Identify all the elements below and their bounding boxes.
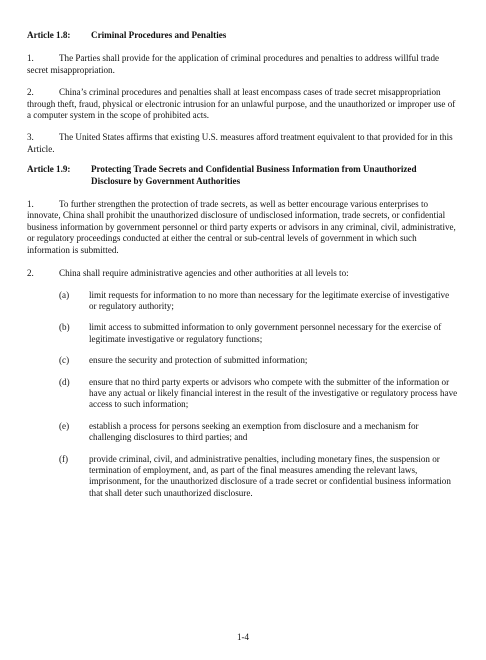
article-1-9-paragraph-1 xyxy=(27,199,458,256)
paragraph-text: China’s criminal procedures and penalties shall at least encompass cases of trade secret misappropriation through theft, fraud, physical or electronic intrusion for an unlawful purpose, and the unauthorized or improper use of a computer system in the scope of prohibited acts. xyxy=(27,87,456,121)
article-1-8-paragraph-3 xyxy=(27,132,458,155)
paragraph-text: The United States affirms that existing U.S. measures afford treatment equivalent to that provided for in this Article. xyxy=(27,132,453,154)
item-text: ensure the security and protection of submitted information; xyxy=(89,355,308,366)
list-item xyxy=(27,454,458,500)
article-title: Protecting Trade Secrets and Confidential Business Information from Unauthorized Disclosure by Government Authorities xyxy=(91,164,417,186)
list-item xyxy=(27,377,458,411)
list-item xyxy=(27,322,458,345)
paragraph-number: 1. xyxy=(27,199,34,210)
paragraph-number: 3. xyxy=(27,132,34,143)
item-label: (b) xyxy=(59,322,70,333)
item-label: (d) xyxy=(59,376,70,387)
paragraph-text: China shall require administrative agencies and other authorities at all levels to: xyxy=(59,268,349,279)
item-label: (a) xyxy=(59,289,70,300)
article-title: Criminal Procedures and Penalties xyxy=(91,30,227,40)
item-label: (c) xyxy=(59,355,70,366)
list-item xyxy=(27,290,458,313)
item-text: limit requests for information to no more than necessary for the legitimate exercise of investigative or regulatory authority; xyxy=(89,289,450,311)
paragraph-number: 2. xyxy=(27,87,34,98)
item-label: (e) xyxy=(59,420,70,431)
page-number: 1-4 xyxy=(237,632,249,642)
item-list xyxy=(27,290,458,500)
item-text: provide criminal, civil, and administrative penalties, including monetary fines, the suspension or termination of employment, and, as part of the final measures amending the relevant laws, imprisonment, for the unauthorized disclosure of a trade secret or confidential business information that shall deter such unauthorized disclosure. xyxy=(89,453,451,498)
article-1-8-heading xyxy=(27,30,458,41)
paragraph-text: The Parties shall provide for the application of criminal procedures and penalties to address willful trade secret misappropriation. xyxy=(27,53,440,75)
item-text: ensure that no third party experts or advisors who compete with the submitter of the information or have any actual or likely financial interest in the result of the investigative or regulatory process have access to such information; xyxy=(89,376,458,410)
paragraph-number: 2. xyxy=(27,268,34,279)
article-number: Article 1.8: xyxy=(27,30,71,40)
article-number: Article 1.9: xyxy=(27,164,71,175)
article-1-9-heading xyxy=(27,164,458,187)
article-1-8-paragraph-1 xyxy=(27,53,458,76)
paragraph-text: To further strengthen the protection of trade secrets, as well as better encourage various enterprises to innovate, China shall prohibit the unauthorized disclosure of undisclosed information, trade secrets, or confidential business information by government personnel or third party experts or advisors in any criminal, civil, administrative, or regulatory proceedings conducted at either the central or sub-central levels of government in which such information is submitted. xyxy=(27,199,456,255)
item-text: establish a process for persons seeking an exemption from disclosure and a mechanism for challenging disclosures to third parties; and xyxy=(89,420,419,443)
article-1-9-paragraph-2 xyxy=(27,268,458,279)
list-item xyxy=(27,421,458,444)
paragraph-number: 1. xyxy=(27,53,34,64)
article-1-8-paragraph-2 xyxy=(27,87,458,121)
item-text: limit access to submitted information to only government personnel necessary for the exercise of legitimate investigative or regulatory functions; xyxy=(89,322,442,344)
item-label: (f) xyxy=(59,453,69,464)
list-item xyxy=(27,355,458,366)
